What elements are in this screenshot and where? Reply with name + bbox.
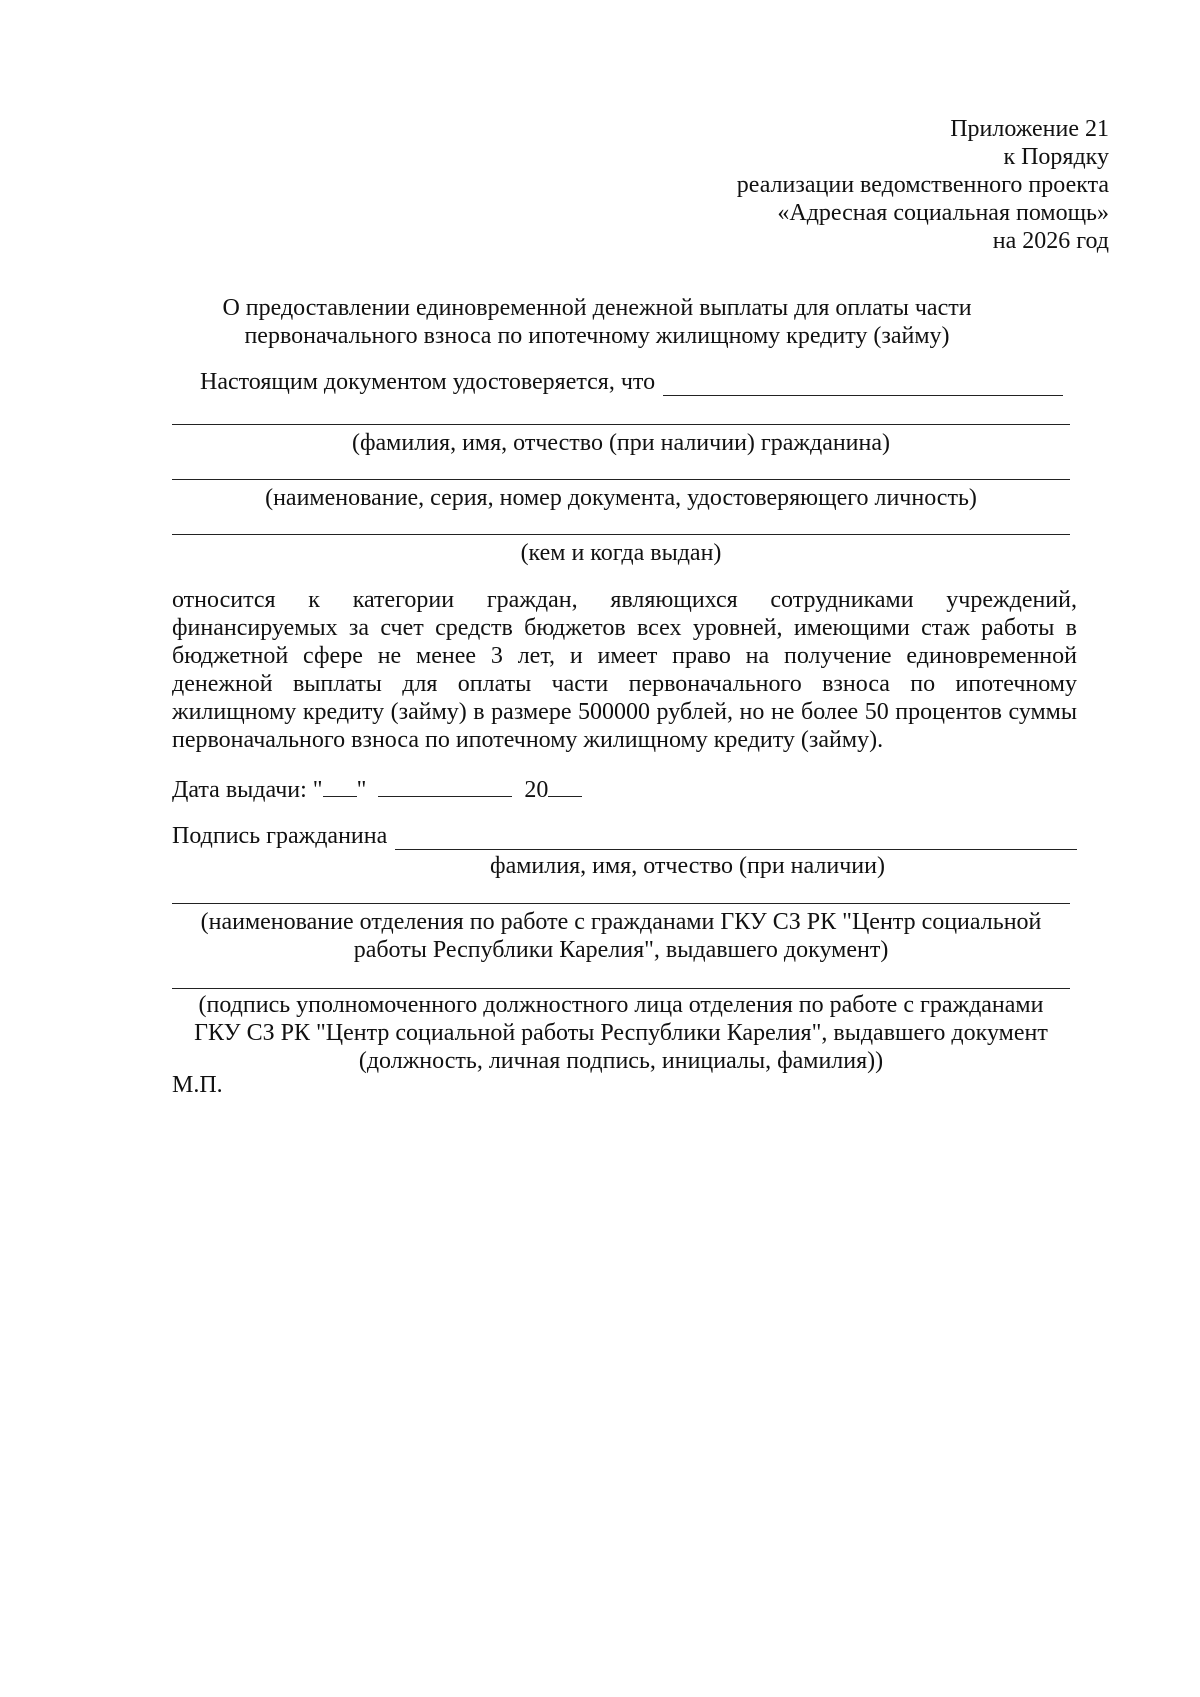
date-label: Дата выдачи: " [172, 777, 323, 803]
appendix-line-5: на 2026 год [992, 228, 1109, 254]
signature-caption: фамилия, имя, отчество (при наличии) [490, 853, 885, 879]
official-signature-field-line[interactable] [172, 988, 1070, 989]
date-year-blank[interactable] [548, 774, 582, 797]
appendix-line-3: реализации ведомственного проекта [736, 172, 1109, 198]
department-field-line[interactable] [172, 903, 1070, 904]
department-caption [172, 908, 1070, 964]
title-line-2: первоначального взноса по ипотечному жилищному кредиту (займу) [244, 323, 950, 349]
official-caption-line-3: (должность, личная подпись, инициалы, фамилия)) [358, 1048, 884, 1074]
title-line-1: О предоставлении единовременной денежной выплаты для оплаты части [222, 295, 972, 321]
appendix-line-4: «Адресная социальная помощь» [777, 200, 1109, 226]
appendix-line-1: Приложение 21 [950, 116, 1109, 142]
intro-line [200, 369, 1078, 396]
issued-by-field-line[interactable] [172, 534, 1070, 535]
id-document-field-line[interactable] [172, 479, 1070, 480]
stamp-place: М.П. [172, 1072, 223, 1098]
document-title [172, 294, 1022, 350]
fio-field-line[interactable] [172, 424, 1070, 425]
citizen-signature-line [172, 823, 1077, 850]
department-caption-line-2: работы Республики Карелия", выдавшего документ) [353, 937, 889, 963]
citizen-signature-blank[interactable] [395, 825, 1077, 850]
date-day-blank[interactable] [323, 774, 357, 797]
appendix-line-2: к Порядку [1003, 144, 1109, 170]
issued-by-caption: (кем и когда выдан) [520, 540, 722, 566]
date-month-blank[interactable] [378, 774, 512, 797]
date-year-prefix: 20 [524, 777, 549, 803]
intro-text: Настоящим документом удостоверяется, что [200, 369, 656, 395]
official-caption-line-1: (подпись уполномоченного должностного лица отделения по работе с гражданами [198, 992, 1044, 1018]
date-quote-close: " [356, 777, 367, 803]
id-document-caption: (наименование, серия, номер документа, удостоверяющего личность) [265, 485, 977, 511]
body-paragraph: относится к категории граждан, являющихся сотрудниками учреждений, финансируемых за счет средств бюджетов всех уровней, имеющими стаж работы в бюджетной сфере не менее 3 лет, и имеет право на получение единовременной денежной выплаты для оплаты части первоначального взноса по ипотечному жилищному кредиту (займу) в размере 500000 рублей, но не более 50 процентов суммы первоначального взноса по ипотечному жилищному кредиту (займу). [172, 587, 1077, 753]
department-caption-line-1: (наименование отделения по работе с гражданами ГКУ СЗ РК "Центр социальной [200, 909, 1042, 935]
official-caption-line-2: ГКУ СЗ РК "Центр социальной работы Республики Карелия", выдавшего документ [194, 1020, 1048, 1046]
appendix-header [737, 115, 1109, 255]
fio-caption: (фамилия, имя, отчество (при наличии) гражданина) [351, 430, 891, 456]
citizen-name-blank[interactable] [663, 371, 1063, 396]
official-caption [172, 991, 1070, 1075]
issue-date-line [172, 774, 582, 804]
signature-label: Подпись гражданина [172, 823, 388, 849]
